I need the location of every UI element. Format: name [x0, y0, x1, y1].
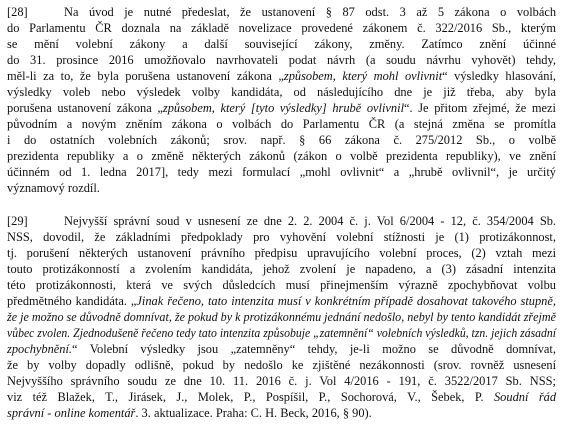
text-line: Nejvyššího správního soudu ze dne 10. 11. 2016 č. j. Vol 4/2016 - 191, č. 3522/2017 Sb. NSS;: [7, 374, 556, 388]
text-line: že je možno se důvodně domnívat, že pokud by k protizákonnému jednání nedošlo, nebyl by tento kandidát zřejmě: [7, 310, 557, 324]
text-line: NSS, dovodil, že základními předpoklady pro vyhovění volební stížnosti je (1) protizákonnost,: [7, 230, 556, 244]
text-line: předmětného kandidáta. „Jinak řečeno, tato intenzita musí v konkrétním případě dosahovat takového stupně,: [7, 294, 556, 308]
text-line: tj. porušení některých ustanovení právního předpisu upravujícího volební proces, (2) vztah mezi: [7, 246, 557, 260]
text-line: touto protizákonností a zvolením kandidáta, jehož zvolení je napadeno, a (3) zásadní intenzita: [7, 262, 556, 276]
text-line: viz též Blažek, T., Jirásek, J., Molek, P., Pospíšil, P., Sochorová, V., Šebek, P. Soudní řád: [7, 390, 557, 404]
paragraph-number: [29]: [7, 214, 28, 228]
text-line: Nejvyšší správní soud v usnesení ze dne 2. 2. 2004 č. j. Vol 6/2004 - 12, č. 354/2004 Sb.: [64, 214, 557, 228]
text-line: měl-li za to, že byla porušena ustanovení zákona „způsobem, který mohl ovlivnit“ výsledky hlasování,: [7, 69, 557, 83]
text-line: významový rozdíl.: [7, 181, 100, 195]
text-line: původním a novým zněním zákona o volbách do Parlamentu ČR (a stejná změna se promítla: [7, 117, 557, 131]
text-line: porušena ustanovení zákona „způsobem, který [tyto výsledky] hrubě ovlivnil“. Je přitom zřejmé, že mezi: [7, 101, 556, 115]
text-line: vůbec zvolen. Zjednodušeně řečeno tedy tato intenzita způsobuje „zatemnění“ volebních výsledků, tzn. jejich zásadní: [7, 326, 557, 340]
text-line: této protizákonnosti, která ve svých důsledcích musí přinejmenším výrazně zpochybňovat volbu: [7, 278, 556, 292]
text-line: správní - online komentář. 3. aktualizace. Praha: C. H. Beck, 2016, § 90).: [7, 406, 372, 420]
text-line: výsledky voleb nebo výsledek volby kandidáta, od následujícího dne je již třeba, aby byla: [7, 85, 557, 99]
text-line: se mění volební zákony a další související zákony, změny. Zatímco znění účinné: [7, 37, 557, 51]
text-line: prezidenta republiky a o změně některých zákonů (zákon o volbě prezidenta republiky), ve znění: [7, 149, 557, 163]
paragraph-number: [28]: [7, 5, 28, 19]
text-line: i do ostatních volebních zákonů; srov. např. § 66 zákona č. 275/2012 Sb., o volbě: [7, 133, 557, 147]
text-line: že by volby dopadly odlišně, pokud by nedošlo ke zjištěné nezákonnosti (srov. rovněž usnesení: [7, 358, 557, 372]
text-line: do Parlamentu ČR doznala na základě novelizace provedené zákonem č. 322/2016 Sb., kterým: [7, 21, 556, 35]
text-line: účinném od 1. ledna 2017], tedy mezi formulací „mohl ovlivnit“ a „hrubě ovlivnil“, je určitý: [7, 165, 556, 179]
text-line: Na úvod je nutné předeslat, že ustanovení § 87 odst. 3 až 5 zákona o volbách: [64, 5, 557, 19]
text-line: do 31. prosince 2016 umožňovalo navrhovateli podat návrh (a soudu návrhu vyhovět) tehdy,: [7, 53, 556, 67]
text-line: zpochybnění.“ Volební výsledky jsou „zatemněny“ tehdy, je-li možno se důvodně domnívat,: [7, 342, 556, 356]
